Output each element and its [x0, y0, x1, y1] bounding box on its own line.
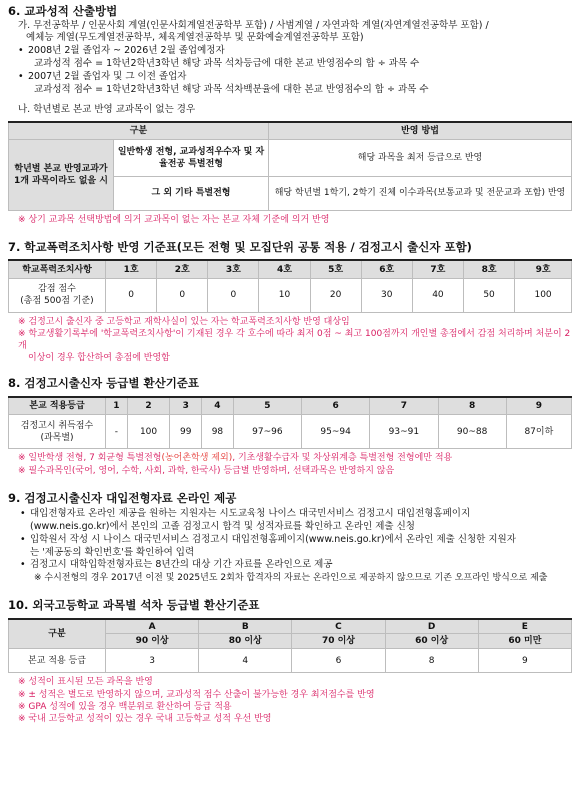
ged-value: 95~94	[302, 415, 370, 449]
ged-head-label: 본교 적용등급	[9, 397, 106, 415]
fs-value: 6	[292, 649, 385, 673]
fs-letter: C	[292, 619, 385, 634]
ged-grade: 3	[170, 397, 202, 415]
sv-level: 3호	[208, 260, 259, 278]
ged-grade: 8	[438, 397, 506, 415]
s9-item-3-note: ※ 수시전형의 경우 2017년 이전 및 2025년도 2회차 합격자의 자료는 온라인으로 제공하지 않으므로 기존 오프라인 방식으로 제출	[34, 573, 548, 584]
fs-letter: E	[478, 619, 571, 634]
fs-value: 8	[385, 649, 478, 673]
ga-line-2: 예체능 계열(무도계열전공학부, 체육계열전공학부 및 문화예술계열전공학부 포함)	[26, 32, 364, 44]
fs-letter: A	[106, 619, 199, 634]
ged-value: 98	[202, 415, 234, 449]
ged-value: 93~91	[370, 415, 438, 449]
s9-item-1: • 대입전형자료 온라인 제공을 원하는 지원자는 시도교육청 나이스 대국민서비스 검정고시 대입전형홈페이지	[8, 508, 572, 521]
s9-item-1-cont: (www.neis.go.kr)에서 본인의 고졸 검정고시 합격 및 성적자료를 확인하고 온라인 제출 신청	[30, 521, 415, 533]
no-subject-table	[8, 121, 572, 211]
row-method-1: 해당 과목을 최저 등급으로 반영	[269, 139, 572, 176]
section-8-note-1: ※ 일반학생 전형, 7 회균형 특별전형(농어촌학생 제외), 기초생활수급자 및 차상위계층 특별전형 전형에만 적용	[18, 453, 453, 464]
ged-value: -	[106, 415, 128, 449]
section-6-title: 6. 교과성적 산출방법	[8, 4, 118, 18]
section-9-title: 9. 검정고시출신자 대입전형자료 온라인 제공	[8, 490, 237, 505]
section-8-note-2: ※ 필수과목인(국어, 영어, 수학, 사회, 과학, 한국사) 등급별 반영하며, 선택과목은 반영하지 않음	[18, 465, 395, 476]
bullet-2007: • 2007년 2월 졸업자 및 그 이전 졸업자	[8, 71, 572, 84]
s10-note-3: ※ GPA 성적에 있을 경우 백분위로 환산하여 등급 적용	[18, 701, 232, 712]
sv-level: 7호	[412, 260, 463, 278]
ged-grade: 6	[302, 397, 370, 415]
section-10	[8, 598, 572, 725]
table-head-method: 반영 방법	[269, 122, 572, 139]
sv-value: 0	[157, 278, 208, 312]
sv-level: 8호	[463, 260, 514, 278]
section-8-title: 8. 검정고시출신자 등급별 환산기준표	[8, 376, 200, 391]
fs-range: 80 이상	[199, 634, 292, 649]
sv-level: 6호	[361, 260, 412, 278]
ged-value: 97~96	[233, 415, 301, 449]
row-type-1: 일반학생 전형, 교과성적우수자 및 자율전공 특별전형	[114, 139, 269, 176]
sv-value: 0	[106, 278, 157, 312]
ged-value: 90~88	[438, 415, 506, 449]
ged-grade: 2	[127, 397, 170, 415]
sv-level: 1호	[106, 260, 157, 278]
ged-grade: 4	[202, 397, 234, 415]
section-6	[8, 4, 572, 226]
section-8	[8, 376, 572, 476]
sv-row-label: 감점 점수 (총점 500점 기준)	[9, 278, 106, 312]
fs-value: 9	[478, 649, 571, 673]
ged-grade: 7	[370, 397, 438, 415]
fs-range: 60 이상	[385, 634, 478, 649]
ged-value: 100	[127, 415, 170, 449]
section-7-title: 7. 학교폭력조치사항 반영 기준표(모든 전형 및 모집단위 공통 적용 / 검정고시 출신자 포함)	[8, 239, 472, 254]
sv-value: 40	[412, 278, 463, 312]
foreign-school-table	[8, 618, 572, 674]
ged-grade: 9	[506, 397, 571, 415]
row-label: 학년별 본교 반영교과가 1개 과목이라도 없을 시	[9, 139, 114, 210]
s10-note-1: ※ 성적이 표시된 모든 과목을 반영	[18, 677, 153, 688]
fs-letter: B	[199, 619, 292, 634]
ged-value: 99	[170, 415, 202, 449]
row-type-2: 그 외 기타 특별전형	[114, 176, 269, 210]
sv-value: 20	[310, 278, 361, 312]
sv-level: 5호	[310, 260, 361, 278]
bullet-2007-detail: 교과성적 점수 = 1학년2학년3학년 해당 과목 석차백분율에 대한 본교 반영점수의 합 ÷ 과목 수	[34, 83, 429, 95]
sv-value: 100	[515, 278, 572, 312]
fs-range: 60 미만	[478, 634, 571, 649]
ged-grade-table	[8, 396, 572, 450]
fs-letter: D	[385, 619, 478, 634]
row-method-2: 해당 학년별 1학기, 2학기 진체 이수과목(보통교과 및 전문교과 포함) 반영	[269, 176, 572, 210]
table-head-category: 구분	[9, 122, 269, 139]
sv-head-label: 학교폭력조치사항	[9, 260, 106, 278]
section-7	[8, 240, 572, 365]
sv-value: 0	[208, 278, 259, 312]
na-heading: 나. 학년별로 본교 반영 교과목이 없는 경우	[18, 104, 196, 116]
fs-row-label: 본교 적용 등급	[9, 649, 106, 673]
bullet-2008: • 2008년 2월 졸업자 ~ 2026년 2월 졸업예정자	[8, 45, 572, 58]
fs-range: 70 이상	[292, 634, 385, 649]
ged-grade: 5	[233, 397, 301, 415]
section-7-note-2b: 이상이 경우 합산하여 총점에 반영함	[28, 353, 170, 364]
s10-note-4: ※ 국내 고등학교 성적이 있는 경우 국내 고등학교 성적 우선 반영	[18, 713, 272, 724]
section-6-note: ※ 상기 교과목 선택방법에 의거 교과목이 없는 자는 본교 자체 기준에 의거 반영	[18, 214, 330, 225]
sv-value: 10	[259, 278, 310, 312]
s9-item-3: • 검정고시 대학입학전형자료는 8년간의 대상 기간 자료를 온라인으로 제공	[8, 559, 572, 572]
sv-level: 4호	[259, 260, 310, 278]
sv-level: 2호	[157, 260, 208, 278]
ged-row-label: 검정고시 취득점수 (과목별)	[9, 415, 106, 449]
school-violence-table	[8, 259, 572, 313]
ged-grade: 1	[106, 397, 128, 415]
sv-value: 30	[361, 278, 412, 312]
s9-item-2: • 입학원서 작성 시 나이스 대국민서비스 검정고시 대입전형홈페이지(www.neis.go.kr)에서 온라인 제출 신청한 지원자	[8, 534, 572, 547]
s10-note-2: ※ ± 성적은 별도로 반영하지 않으며, 교과성적 점수 산출이 불가능한 경우 최저점수를 반영	[18, 689, 375, 700]
sv-level: 9호	[515, 260, 572, 278]
section-7-note-2a: ※ 학교생활기록부에 '학교폭력조치사항'이 기재된 경우 각 호수에 따라 최저 0점 ~ 최고 100점까지 개인별 총점에서 감점 처리하며 처분이 2개	[18, 329, 571, 352]
section-10-title: 10. 외국고등학교 과목별 석차 등급별 환산기준표	[8, 598, 260, 613]
s9-item-2-cont: 는 '제공동의 확인번호'를 확인하여 입력	[30, 546, 195, 558]
section-9	[8, 491, 572, 585]
fs-value: 4	[199, 649, 292, 673]
sv-value: 50	[463, 278, 514, 312]
fs-head-label: 구분	[9, 619, 106, 649]
fs-range: 90 이상	[106, 634, 199, 649]
ga-line-1: 가. 무전공학부 / 인문사회 계열(인문사회계열전공학부 포함) / 사범계열 / 자연과학 계열(자연계열전공학부 포함) /	[18, 19, 489, 31]
bullet-2008-detail: 교과성적 점수 = 1학년2학년3학년 해당 과목 석차등급에 대한 본교 반영점수의 합 ÷ 과목 수	[34, 57, 420, 69]
section-7-note-1: ※ 검정고시 출신자 중 고등학교 재학사실이 있는 자는 학교폭력조치사항 반영 대상임	[18, 316, 350, 327]
fs-value: 3	[106, 649, 199, 673]
ged-value: 87이하	[506, 415, 571, 449]
